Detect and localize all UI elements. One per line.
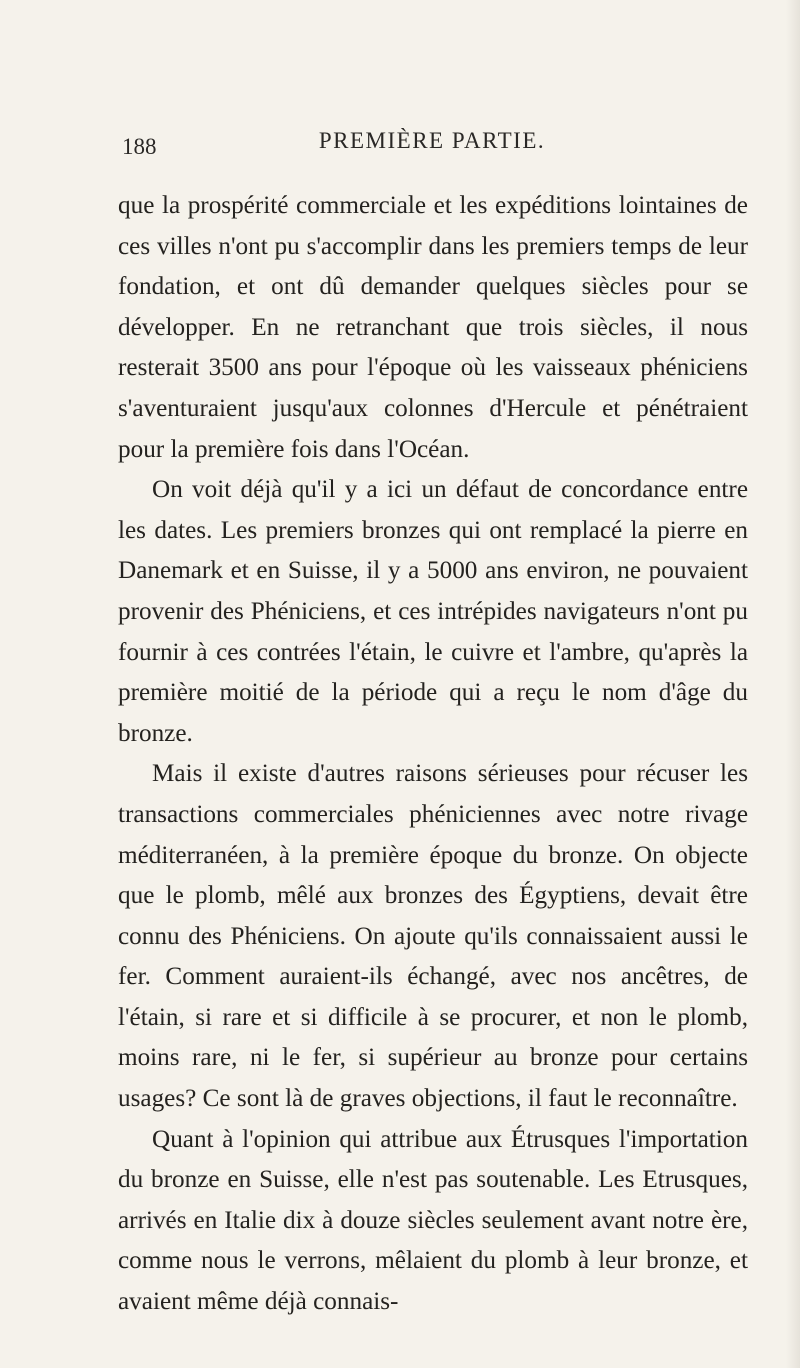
page-header [122,128,742,164]
paragraph-3: Mais il existe d'autres raisons sérieuses pour récuser les transactions commerciales phéniciennes avec notre rivage méditerranéen, à la première époque du bronze. On objecte que le plomb, mêlé aux bronzes des Égyptiens, devait être connu des Phéniciens. On ajoute qu'ils connaissaient aussi le fer. Comment auraient-ils échangé, avec nos ancêtres, de l'étain, si rare et si difficile à se procurer, et non le plomb, moins rare, ni le fer, si supérieur au bronze pour certains usages? Ce sont là de graves objections, il faut le reconnaître. [118,760,748,1113]
paragraph-4: Quant à l'opinion qui attribue aux Étrusques l'importation du bronze en Suisse, elle n'est pas soutenable. Les Etrusques, arrivés en Italie dix à douze siècles seulement avant notre ère, comme nous le verrons, mêlaient du plomb à leur bronze, et avaient même déjà connais- [118,1125,748,1316]
page-edge-shadow [786,0,800,1368]
running-head: PREMIÈRE PARTIE. [318,128,546,153]
paragraph-2: On voit déjà qu'il y a ici un défaut de concordance entre les dates. Les premiers bronzes qui ont remplacé la pierre en Danemark et en Suisse, il y a 5000 ans environ, ne pouvaient provenir des Phéniciens, et ces intrépides navigateurs n'ont pu fournir à ces contrées l'étain, le cuivre et l'ambre, qu'après la première moitié de la période qui a reçu le nom d'âge du bronze. [118,476,748,747]
page-number: 188 [122,134,157,159]
body-text [118,186,748,1323]
paragraph-1: que la prospérité commerciale et les expéditions lointaines de ces villes n'ont pu s'accomplir dans les premiers temps de leur fondation, et ont dû demander quelques siècles pour se développer. En ne retranchant que trois siècles, il nous resterait 3500 ans pour l'époque où les vaisseaux phéniciens s'aventuraient jusqu'aux colonnes d'Hercule et pénétraient pour la première fois dans l'Océan. [118,192,748,463]
